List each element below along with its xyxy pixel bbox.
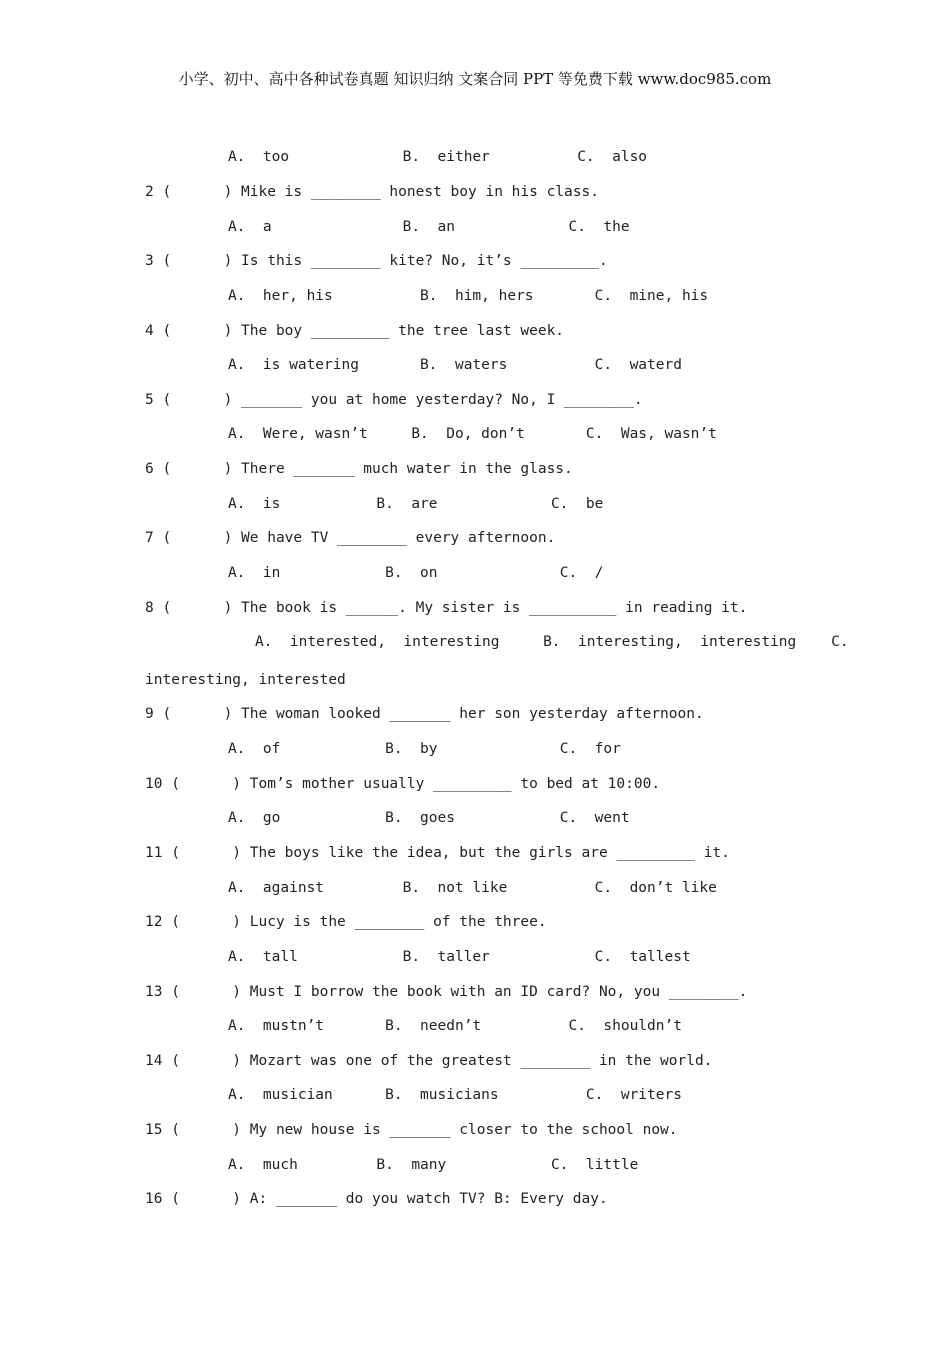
options-line: A. go B. goes C. went (228, 810, 630, 826)
options-line: A. mustn’t B. needn’t C. shouldn’t (228, 1018, 682, 1034)
options-line: A. is B. are C. be (228, 496, 604, 512)
question-line: 9 ( ) The woman looked _______ her son yesterday afternoon. (145, 706, 704, 722)
question-line: 6 ( ) There _______ much water in the glass. (145, 461, 573, 477)
page-header: 小学、初中、高中各种试卷真题 知识归纳 文案合同 PPT 等免费下载 www.doc985.com (178, 70, 772, 88)
question-line: 3 ( ) Is this ________ kite? No, it’s _________. (145, 253, 608, 269)
question-line: 4 ( ) The boy _________ the tree last week. (145, 323, 565, 339)
question-line: 12 ( ) Lucy is the ________ of the three. (145, 914, 547, 930)
question-line: 16 ( ) A: _______ do you watch TV? B: Every day. (145, 1191, 608, 1207)
options-line: A. too B. either C. also (228, 149, 648, 165)
options-line: A. tall B. taller C. tallest (228, 949, 691, 965)
options-line: A. in B. on C. / (228, 565, 604, 581)
options-line: A. her, his B. him, hers C. mine, his (228, 288, 709, 304)
question-line: 13 ( ) Must I borrow the book with an ID card? No, you ________. (145, 984, 748, 1000)
options-line: A. Were, wasn’t B. Do, don’t C. Was, wasn’t (228, 426, 717, 442)
question-line: 14 ( ) Mozart was one of the greatest ________ in the world. (145, 1053, 713, 1069)
options-line: A. of B. by C. for (228, 741, 621, 757)
options-line: A. against B. not like C. don’t like (228, 880, 717, 896)
question-line: 5 ( ) _______ you at home yesterday? No, I ________. (145, 392, 643, 408)
options-line: A. is watering B. waters C. waterd (228, 357, 682, 373)
options-line: A. much B. many C. little (228, 1157, 639, 1173)
question-line: 8 ( ) The book is ______. My sister is __________ in reading it. (145, 600, 748, 616)
options-continuation: interesting, interested (145, 672, 346, 688)
question-line: 7 ( ) We have TV ________ every afternoon. (145, 530, 556, 546)
options-line: A. musician B. musicians C. writers (228, 1087, 682, 1103)
options-line: A. a B. an C. the (228, 219, 630, 235)
question-line: 11 ( ) The boys like the idea, but the girls are _________ it. (145, 845, 730, 861)
question-line: 10 ( ) Tom’s mother usually _________ to bed at 10:00. (145, 776, 661, 792)
question-line: 15 ( ) My new house is _______ closer to the school now. (145, 1122, 678, 1138)
options-line: A. interested, interesting B. interesting, interesting C. (255, 634, 849, 650)
question-line: 2 ( ) Mike is ________ honest boy in his class. (145, 184, 599, 200)
